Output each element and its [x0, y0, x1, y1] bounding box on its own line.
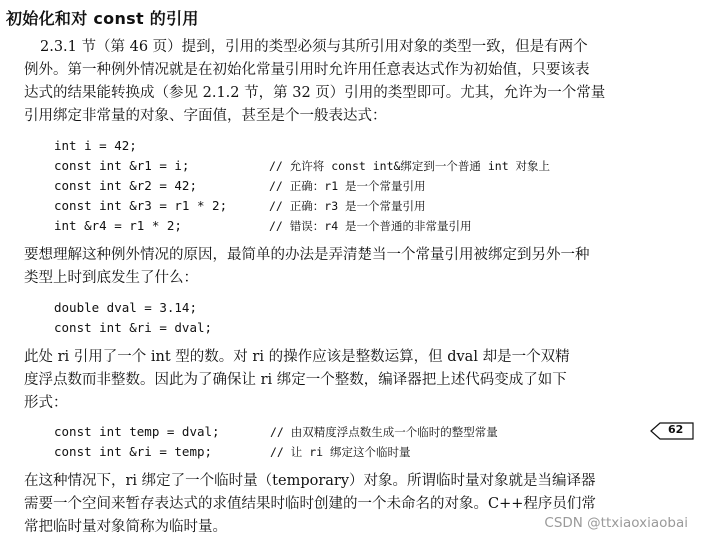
paragraph-2 — [24, 244, 590, 290]
text-line: 形式： — [24, 395, 68, 411]
text-line: 度浮点数而非整数。因此为了确保让 ri 绑定一个整数，编译器把上述代码变成了如下 — [24, 372, 567, 388]
code-block-1 — [54, 136, 551, 236]
code-text: double dval = 3.14; — [54, 300, 197, 315]
section-heading: 初始化和对 const 的引用 — [6, 9, 199, 28]
text-line: 引用绑定非常量的对象、字面值，甚至是个一般表达式： — [24, 108, 387, 124]
code-line — [54, 442, 411, 462]
code-line — [54, 422, 498, 442]
paragraph-1 — [24, 36, 606, 128]
code-comment: // 让 ri 绑定这个临时量 — [270, 445, 411, 459]
code-comment: // 由双精度浮点数生成一个临时的整型常量 — [270, 425, 498, 439]
code-comment: // 允许将 const int&绑定到一个普通 int 对象上 — [269, 159, 551, 173]
code-text: const int &r3 = r1 * 2; — [54, 198, 228, 213]
code-comment: // 正确：r3 是一个常量引用 — [269, 199, 426, 213]
code-text: const int &r2 = 42; — [54, 178, 197, 193]
page-number: 62 — [668, 423, 684, 436]
csdn-watermark: CSDN @ttxiaoxiaobai — [544, 515, 688, 531]
code-text: const int temp = dval; — [54, 424, 220, 439]
code-line — [54, 136, 227, 156]
text-line: 例外。第一种例外情况就是在初始化常量引用时允许用任意表达式作为初始值，只要该表 — [24, 62, 590, 78]
paragraph-3 — [24, 346, 570, 415]
code-comment: // 错误：r4 是一个普通的非常量引用 — [269, 219, 472, 233]
code-line — [54, 216, 472, 236]
text-line: 2.3.1 节（第 46 页）提到，引用的类型必须与其所引用对象的类型一致，但是有两个 — [40, 39, 588, 55]
code-text: const int &r1 = i; — [54, 158, 190, 173]
text-line: 常把临时量对象简称为临时量。 — [24, 519, 227, 535]
text-line: 此处 ri 引用了一个 int 型的数。对 ri 的操作应该是整数运算，但 dval 却是一个双精 — [24, 349, 570, 365]
code-text: const int &ri = temp; — [54, 444, 213, 459]
text-line: 在这种情况下，ri 绑定了一个临时量（temporary）对象。所谓临时量对象就是当编译器 — [24, 473, 596, 489]
code-text: int &r4 = r1 * 2; — [54, 218, 182, 233]
page-number-marker — [650, 422, 694, 440]
code-line — [54, 196, 426, 216]
text-line: 达式的结果能转换成（参见 2.1.2 节，第 32 页）引用的类型即可。尤其，允许为一个常量 — [24, 85, 606, 101]
text-line: 需要一个空间来暂存表达式的求值结果时临时创建的一个未命名的对象。C++程序员们常 — [24, 496, 596, 512]
code-line — [54, 298, 212, 318]
code-comment: // 正确：r1 是一个常量引用 — [269, 179, 426, 193]
paragraph-4 — [24, 470, 596, 539]
code-line — [54, 318, 212, 338]
code-block-2 — [54, 298, 212, 338]
code-line — [54, 176, 426, 196]
code-text: const int &ri = dval; — [54, 320, 213, 335]
text-line: 要想理解这种例外情况的原因，最简单的办法是弄清楚当一个常量引用被绑定到另外一种 — [24, 247, 590, 263]
code-text: int i = 42; — [54, 138, 137, 153]
code-line — [54, 156, 551, 176]
code-block-3 — [54, 422, 498, 462]
text-line: 类型上时到底发生了什么： — [24, 270, 198, 286]
